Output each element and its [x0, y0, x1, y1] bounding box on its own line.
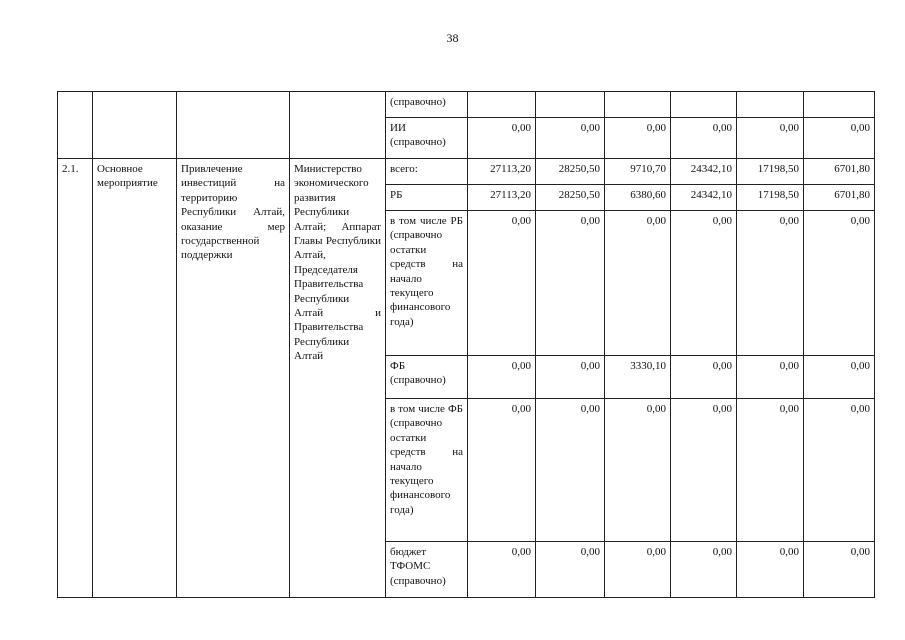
value-cell [605, 92, 671, 118]
value-cell: 28250,50 [536, 159, 605, 185]
value-cell: 6701,80 [804, 159, 875, 185]
value-cell: 0,00 [536, 399, 605, 542]
value-cell: 6380,60 [605, 185, 671, 211]
value-cell: 17198,50 [737, 185, 804, 211]
value-cell: 0,00 [737, 399, 804, 542]
value-cell: 0,00 [605, 542, 671, 598]
type-cell [93, 92, 177, 159]
value-cell: 0,00 [605, 118, 671, 159]
source-cell: РБ [386, 185, 468, 211]
value-cell: 0,00 [605, 399, 671, 542]
item-type: Основное мероприятие [93, 159, 177, 598]
value-cell: 0,00 [737, 356, 804, 399]
value-cell [804, 92, 875, 118]
item-name: Привлечение инвестиций на территорию Республики Алтай, оказание мер государственной поддержки [177, 159, 290, 598]
value-cell: 0,00 [605, 211, 671, 356]
value-cell: 0,00 [671, 399, 737, 542]
value-cell: 6701,80 [804, 185, 875, 211]
value-cell: 3330,10 [605, 356, 671, 399]
value-cell: 0,00 [468, 211, 536, 356]
source-cell: бюджет ТФОМС (справочно) [386, 542, 468, 598]
executor-cell [290, 92, 386, 159]
value-cell: 0,00 [468, 542, 536, 598]
value-cell: 0,00 [737, 118, 804, 159]
value-cell: 0,00 [804, 211, 875, 356]
value-cell: 0,00 [804, 399, 875, 542]
value-cell: 0,00 [671, 356, 737, 399]
source-cell: всего: [386, 159, 468, 185]
value-cell [671, 92, 737, 118]
number-cell [58, 92, 93, 159]
value-cell: 0,00 [671, 211, 737, 356]
source-cell: ФБ (справочно) [386, 356, 468, 399]
value-cell: 24342,10 [671, 159, 737, 185]
value-cell: 27113,20 [468, 185, 536, 211]
value-cell: 0,00 [737, 542, 804, 598]
value-cell: 9710,70 [605, 159, 671, 185]
value-cell: 27113,20 [468, 159, 536, 185]
value-cell: 0,00 [671, 118, 737, 159]
value-cell: 0,00 [804, 356, 875, 399]
table-row [58, 92, 875, 118]
value-cell: 0,00 [468, 118, 536, 159]
value-cell: 0,00 [671, 542, 737, 598]
value-cell: 0,00 [804, 542, 875, 598]
value-cell: 0,00 [468, 399, 536, 542]
table-row [58, 159, 875, 185]
value-cell [536, 92, 605, 118]
value-cell: 0,00 [536, 211, 605, 356]
value-cell: 0,00 [737, 211, 804, 356]
source-cell: (справочно) [386, 92, 468, 118]
item-executors: Министерство экономического развития Республики Алтай; Аппарат Главы Республики Алтай, Председателя Правительства Республики Алтай и Правительства Республики Алтай [290, 159, 386, 598]
value-cell: 0,00 [804, 118, 875, 159]
value-cell: 0,00 [468, 356, 536, 399]
value-cell: 17198,50 [737, 159, 804, 185]
source-cell: ИИ (справочно) [386, 118, 468, 159]
budget-table [57, 91, 875, 598]
value-cell: 0,00 [536, 118, 605, 159]
value-cell: 28250,50 [536, 185, 605, 211]
value-cell: 0,00 [536, 356, 605, 399]
value-cell: 0,00 [536, 542, 605, 598]
value-cell [468, 92, 536, 118]
page-number: 38 [446, 31, 459, 45]
source-cell: в том числе РБ (справочно остатки средств на начало текущего финансового года) [386, 211, 468, 356]
source-cell: в том числе ФБ (справочно остатки средств на начало текущего финансового года) [386, 399, 468, 542]
value-cell [737, 92, 804, 118]
item-number: 2.1. [58, 159, 93, 598]
value-cell: 24342,10 [671, 185, 737, 211]
name-cell [177, 92, 290, 159]
